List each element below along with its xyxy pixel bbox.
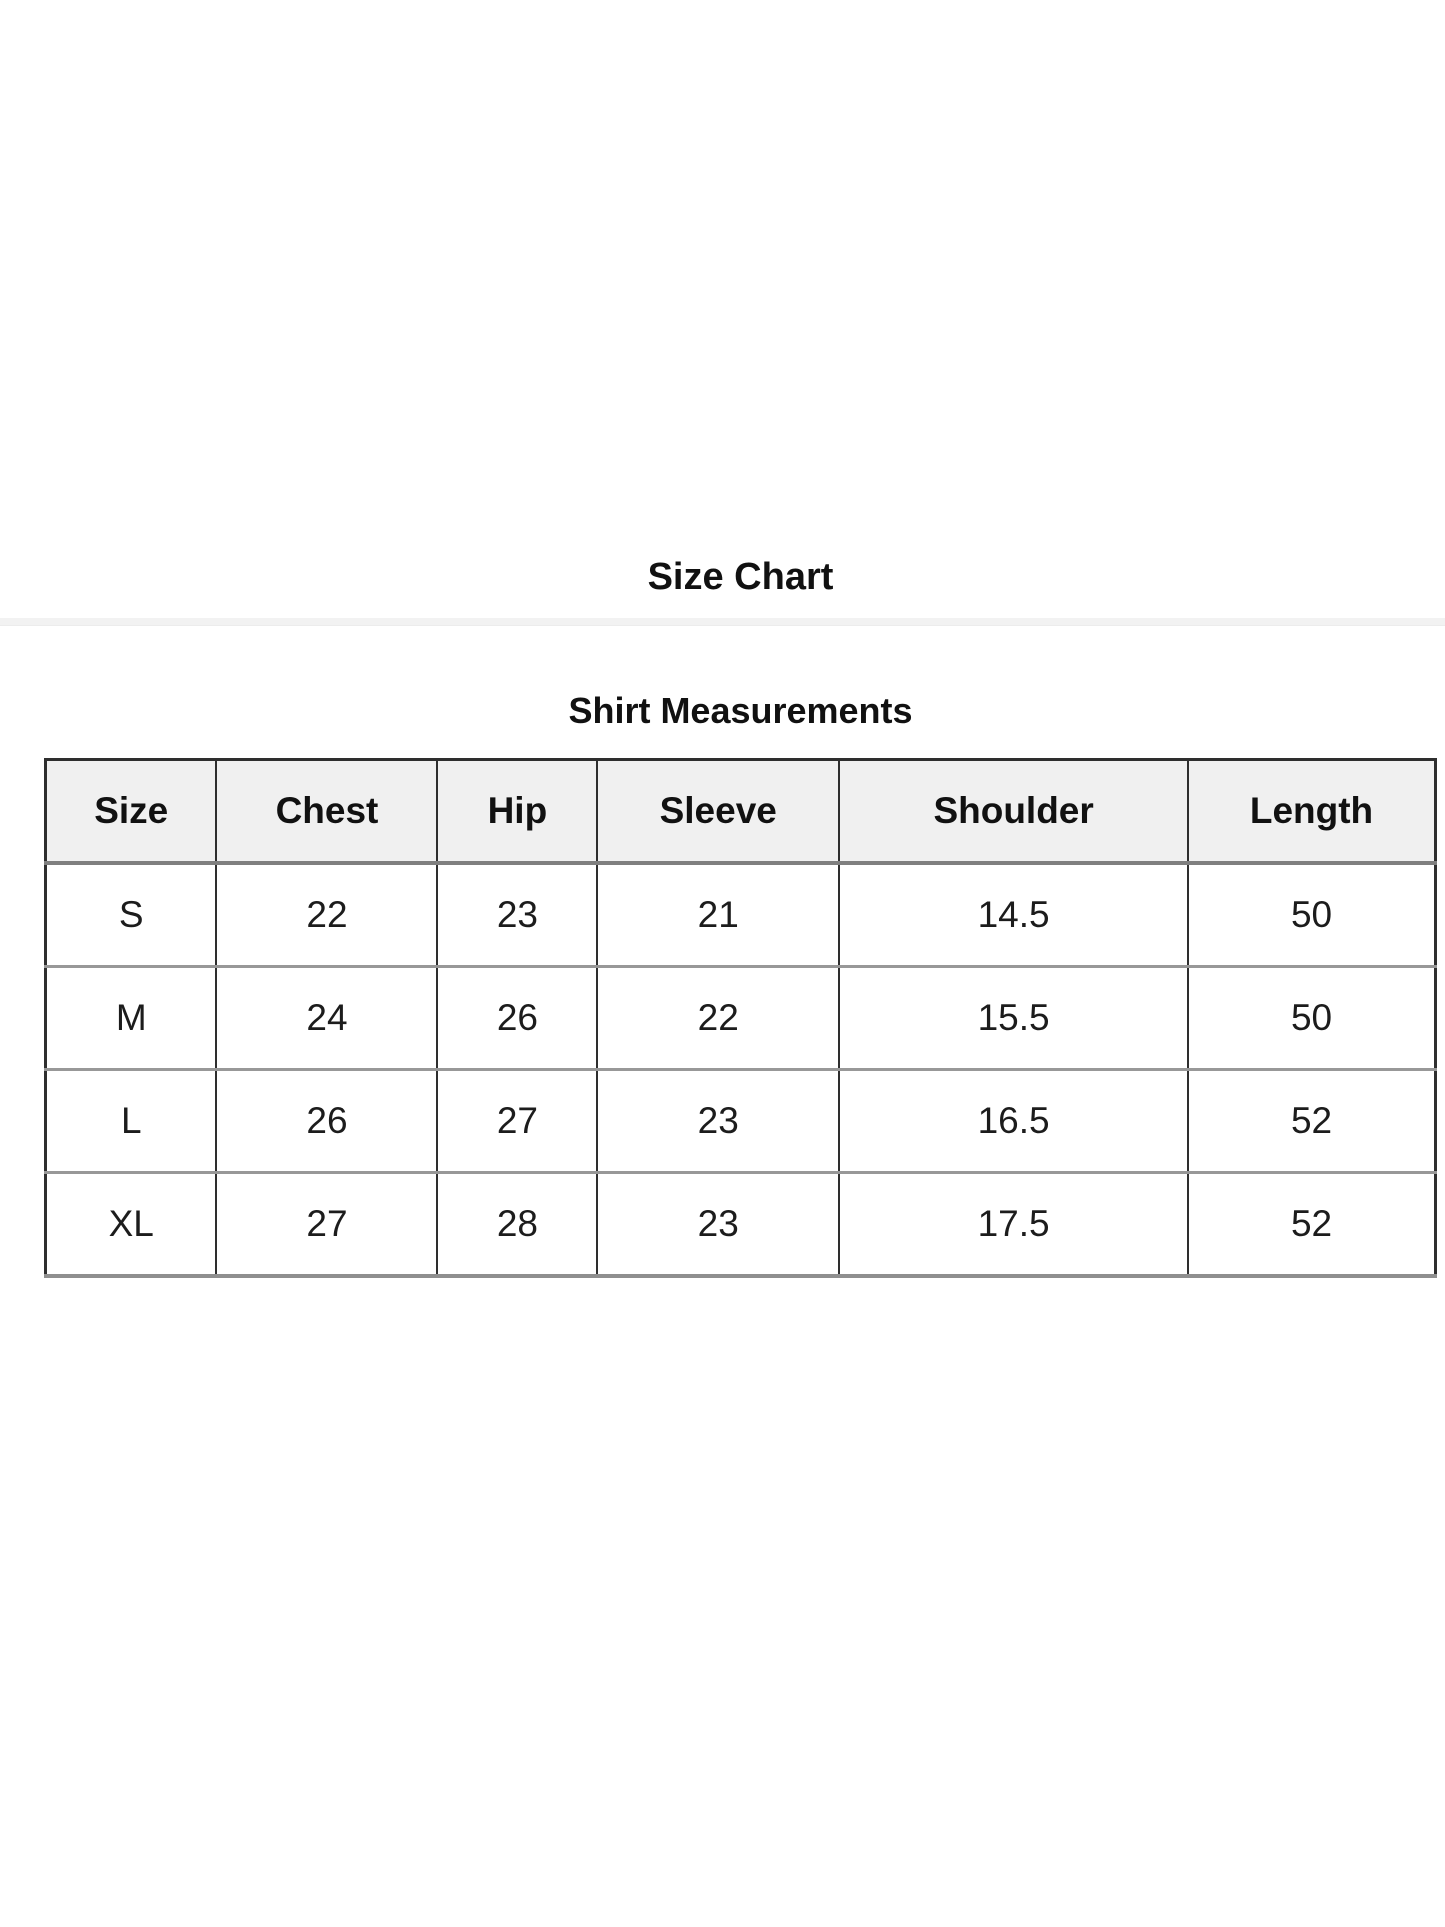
chest-value: 26: [216, 1069, 437, 1172]
sleeve-value: 21: [597, 863, 839, 967]
shoulder-value: 17.5: [839, 1172, 1188, 1276]
table-row: [46, 966, 1436, 1069]
table-row: [46, 1069, 1436, 1172]
column-header-size: Size: [46, 759, 217, 863]
page-title: Size Chart: [647, 556, 834, 598]
length-value: 50: [1188, 966, 1435, 1069]
chest-value: 22: [216, 863, 437, 967]
size-value: M: [46, 966, 217, 1069]
length-value: 52: [1188, 1172, 1435, 1276]
size-measurements-table: [44, 758, 1437, 1278]
chest-value: 27: [216, 1172, 437, 1276]
sleeve-value: 22: [597, 966, 839, 1069]
sleeve-value: 23: [597, 1172, 839, 1276]
hip-value: 28: [437, 1172, 597, 1276]
table-row: [46, 1172, 1436, 1276]
size-value: L: [46, 1069, 217, 1172]
length-value: 50: [1188, 863, 1435, 967]
size-value: S: [46, 863, 217, 967]
hip-value: 23: [437, 863, 597, 967]
length-value: 52: [1188, 1069, 1435, 1172]
column-header-chest: Chest: [216, 759, 437, 863]
section-title: Shirt Measurements: [568, 689, 913, 731]
shoulder-value: 15.5: [839, 966, 1188, 1069]
hip-value: 26: [437, 966, 597, 1069]
column-header-sleeve: Sleeve: [597, 759, 839, 863]
column-header-shoulder: Shoulder: [839, 759, 1188, 863]
hip-value: 27: [437, 1069, 597, 1172]
size-value: XL: [46, 1172, 217, 1276]
table-row: [46, 863, 1436, 967]
measurements-section: [44, 689, 1437, 1278]
table-header-row: [46, 759, 1436, 863]
section-divider: [0, 618, 1445, 626]
column-header-hip: Hip: [437, 759, 597, 863]
chest-value: 24: [216, 966, 437, 1069]
sleeve-value: 23: [597, 1069, 839, 1172]
shoulder-value: 14.5: [839, 863, 1188, 967]
shoulder-value: 16.5: [839, 1069, 1188, 1172]
title-section: [44, 0, 1437, 601]
column-header-length: Length: [1188, 759, 1435, 863]
